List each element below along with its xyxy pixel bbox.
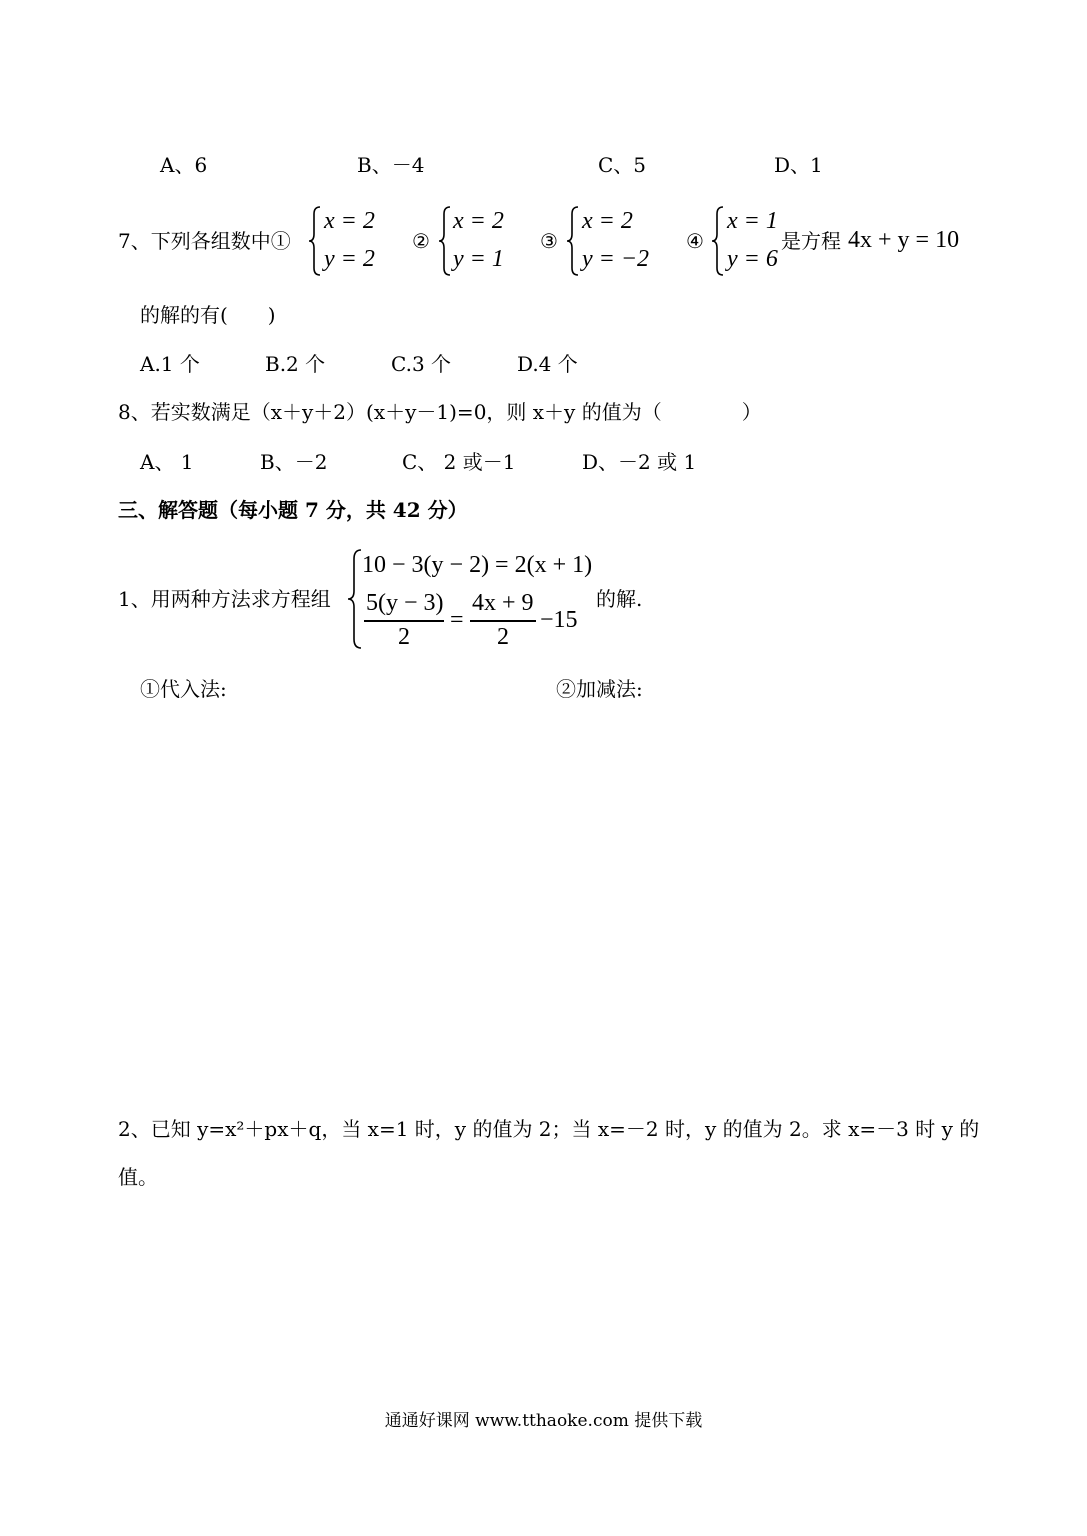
q7-option-a: A.1 个 xyxy=(140,352,200,376)
s3q1-suffix: 的解. xyxy=(596,587,643,611)
brace-icon xyxy=(347,549,363,649)
brace-icon xyxy=(711,206,725,276)
s3q1-eq1: 10 − 3(y − 2) = 2(x + 1) xyxy=(362,552,593,578)
q7-circle-4: ④ xyxy=(686,229,704,253)
q6-option-a: A、6 xyxy=(160,153,208,177)
s3q1-method2: ②加减法: xyxy=(556,677,643,701)
q7-option-d: D.4 个 xyxy=(517,352,578,376)
q7-sys4-eq2: y = 6 xyxy=(727,246,778,272)
q7-line2: 的解的有( ) xyxy=(140,303,276,327)
s3q1-eq2-den-left: 2 xyxy=(398,624,410,650)
q7-sys2-eq2: y = 1 xyxy=(453,246,504,272)
q7-sys3-eq1: x = 2 xyxy=(582,208,633,234)
q7-sys2-eq1: x = 2 xyxy=(453,208,504,234)
fraction-bar xyxy=(364,620,444,622)
q8-text: 8、若实数满足（x＋y＋2）(x＋y－1)=0，则 x＋y 的值为（ ） xyxy=(118,400,762,424)
s3q1-eq2-num-left: 5(y − 3) xyxy=(366,590,444,616)
q8-option-d: D、－2 或 1 xyxy=(582,450,697,474)
brace-icon xyxy=(566,206,580,276)
brace-icon xyxy=(438,206,452,276)
s3q1-eq2-den-right: 2 xyxy=(497,624,509,650)
q7-circle-2: ② xyxy=(412,229,430,253)
q7-sys1-eq1: x = 2 xyxy=(324,208,375,234)
q7-option-b: B.2 个 xyxy=(265,352,326,376)
q6-option-d: D、1 xyxy=(774,153,823,177)
q7-sys3-eq2: y = −2 xyxy=(582,246,650,272)
q6-option-b: B、－4 xyxy=(357,153,425,177)
q6-option-c: C、5 xyxy=(598,153,647,177)
s3q1-eq2-equals: = xyxy=(450,607,464,633)
s3q1-prefix: 1、用两种方法求方程组 xyxy=(118,587,331,611)
q7-option-c: C.3 个 xyxy=(391,352,452,376)
s3q2-line2: 值。 xyxy=(118,1165,158,1189)
q7-sys1-eq2: y = 2 xyxy=(324,246,375,272)
s3q1-method1: ①代入法: xyxy=(140,677,227,701)
s3q1-eq2-num-right: 4x + 9 xyxy=(472,590,534,616)
q8-option-a: A、 1 xyxy=(140,450,194,474)
footer-text: 通通好课网 www.tthaoke.com 提供下载 xyxy=(384,1411,703,1431)
q7-circle-3: ③ xyxy=(540,229,558,253)
brace-icon xyxy=(308,206,322,276)
fraction-bar xyxy=(470,620,536,622)
s3q1-eq2-tail: −15 xyxy=(540,607,578,633)
q7-equation: 4x + y = 10 xyxy=(848,227,960,253)
s3q2-line1: 2、已知 y=x²＋px＋q，当 x=1 时，y 的值为 2；当 x=－2 时，y 的值为 2。求 x=－3 时 y 的 xyxy=(118,1117,980,1141)
q7-mid-text: 是方程 xyxy=(781,229,841,253)
q7-sys4-eq1: x = 1 xyxy=(727,208,778,234)
q8-option-b: B、－2 xyxy=(260,450,328,474)
q8-option-c: C、 2 或－1 xyxy=(402,450,516,474)
q7-prefix: 7、下列各组数中① xyxy=(118,229,291,253)
section3-title: 三、解答题（每小题 7 分，共 42 分） xyxy=(118,498,468,522)
